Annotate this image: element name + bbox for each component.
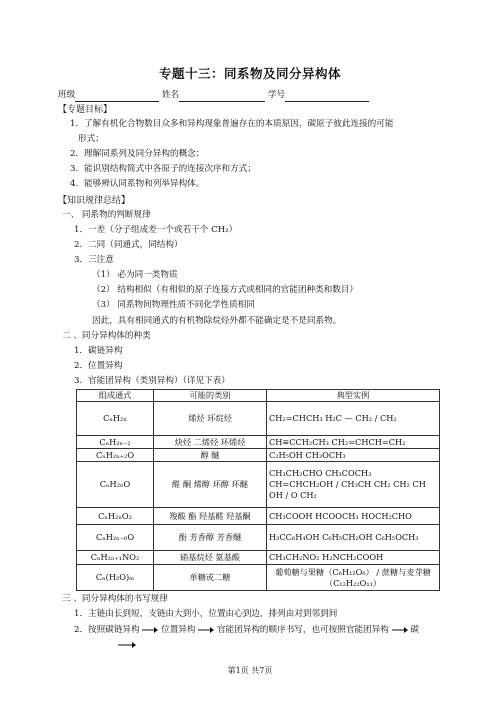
formula-cell: CₙH₂ₙ bbox=[77, 402, 154, 436]
table-row bbox=[77, 551, 440, 565]
example-cell: CH₃CH₂CHO CH₃COCH₃ CH=CHCH₂OH / CH₃CH CH₂ CH₂ CH OH / O CH₂ bbox=[267, 462, 440, 508]
name-label: 姓名 bbox=[161, 90, 180, 100]
example-cell: CH₃COOH HCOOCH₃ HOCH₂CHO bbox=[267, 508, 440, 525]
table-row bbox=[77, 462, 440, 508]
table-header: 典型实例 bbox=[267, 390, 440, 402]
part3-item-2b: 位置异构 bbox=[161, 625, 196, 635]
goal-item: 3．能识别结构简式中各原子的连接次序和方式； bbox=[70, 164, 256, 174]
classes-cell: 醛 酮 烯醇 环醇 环醚 bbox=[154, 462, 267, 508]
example-cell: CH₃CH₂NO₂ H₂NCH₂COOH bbox=[267, 551, 440, 565]
example-cell: 葡萄糖与果糖（C₆H₁₂O₆） / 蔗糖与麦芽糖（C₁₂H₂₂O₁₁） bbox=[267, 565, 440, 591]
page-footer: 第1页 共7页 bbox=[227, 666, 273, 675]
table-header: 组成通式 bbox=[77, 390, 154, 402]
goal-item: 2．理解同系列及同分异构的概念； bbox=[70, 149, 205, 159]
continuation-arrow bbox=[118, 640, 136, 652]
name-blank[interactable] bbox=[179, 92, 265, 102]
goal-item: 4．能够辨认同系物和列举异构体。 bbox=[70, 179, 205, 189]
part1-title: 一、 同系物的判断规律 bbox=[62, 210, 151, 220]
note-item: （3） 同系物间物理性质不同化学性质相同 bbox=[92, 300, 255, 310]
class-blank[interactable] bbox=[75, 92, 159, 102]
part2-item: 3．官能团异构（类别异构）（详见下表） bbox=[74, 376, 230, 386]
table-row bbox=[77, 525, 440, 551]
formula-cell: CₙH₂ₙ₊₁NO₂ bbox=[77, 551, 154, 565]
classes-cell: 羧酸 酯 羟基醛 羟基酮 bbox=[154, 508, 267, 525]
formula-cell: CₙH₂ₙO bbox=[77, 462, 154, 508]
classes-cell: 酚 芳香醇 芳香醚 bbox=[154, 525, 267, 551]
formula-cell: CₙH₂ₙ₋₆O bbox=[77, 525, 154, 551]
arrow-right-icon bbox=[142, 627, 158, 633]
example-cell: H₃CC₆H₄OH C₆H₅CH₂OH C₆H₅OCH₃ bbox=[267, 525, 440, 551]
part2-item: 2．位置异构 bbox=[74, 361, 123, 371]
summary-heading: 【知识规律总结】 bbox=[58, 196, 131, 206]
student-info-line bbox=[58, 90, 369, 102]
goals-heading: 【专题目标】 bbox=[58, 105, 113, 115]
conclusion-text: 因此，具有相同通式的有机物除烷烃外都不能确定是不是同系物。 bbox=[92, 316, 342, 326]
formula-cell: CₙH₂ₙ₋₂ bbox=[77, 436, 154, 449]
note-item: （2） 结构相似（有相似的原子连接方式或相同的官能团种类和数目） bbox=[92, 285, 359, 295]
page-title: 专题十三：同系物及同分异构体 bbox=[158, 66, 341, 81]
goal-item: 1．了解有机化合物数目众多和异构现象普遍存在的本质原因，碳原子彼此连接的可能 bbox=[70, 119, 394, 129]
classes-cell: 炔烃 二烯烃 环烯烃 bbox=[154, 436, 267, 449]
arrow-right-icon bbox=[118, 642, 136, 648]
goal-item: 形式； bbox=[78, 134, 104, 144]
part3-item: 1．主链由长到短，支链由大到小，位置由心到边，排列由对到邻到间 bbox=[74, 609, 338, 619]
formula-cell: CₙH₂ₙ₊₂O bbox=[77, 449, 154, 462]
part1-item: 1．一差（分子组成差一个或若干个 CH₂） bbox=[74, 225, 238, 235]
table-header: 可能的类别 bbox=[154, 390, 267, 402]
isomer-table bbox=[76, 389, 440, 591]
part3-item-2a: 2．按照碳链异构 bbox=[74, 625, 140, 635]
part3-item-2d: 碳 bbox=[410, 625, 419, 635]
table-header-row bbox=[77, 390, 440, 402]
classes-cell: 烯烃 环烷烃 bbox=[154, 402, 267, 436]
part2-title: 二 、同分异构体的种类 bbox=[62, 331, 151, 341]
table-row bbox=[77, 436, 440, 449]
example-cell: CH≡CCH₂CH₃ CH₂=CHCH=CH₂ bbox=[267, 436, 440, 449]
part3-item-2 bbox=[74, 625, 419, 637]
class-label: 班级 bbox=[58, 90, 76, 100]
classes-cell: 硝基烷烃 氨基酸 bbox=[154, 551, 267, 565]
arrow-right-icon bbox=[392, 627, 408, 633]
example-cell: CH₂=CHCH₃ H₂C — CH₂ / CH₂ bbox=[267, 402, 440, 436]
classes-cell: 单糖或二糖 bbox=[154, 565, 267, 591]
formula-cell: Cₙ(H₂O)ₘ bbox=[77, 565, 154, 591]
id-label: 学号 bbox=[267, 90, 286, 100]
table-row bbox=[77, 508, 440, 525]
example-cell: C₂H₅OH CH₃OCH₃ bbox=[267, 449, 440, 462]
table-row bbox=[77, 402, 440, 436]
part2-item: 1．碳链异构 bbox=[74, 346, 123, 356]
table-row bbox=[77, 449, 440, 462]
id-blank[interactable] bbox=[285, 92, 369, 102]
arrow-right-icon bbox=[198, 627, 214, 633]
table-row bbox=[77, 565, 440, 591]
formula-cell: CₙH₂ₙO₂ bbox=[77, 508, 154, 525]
part1-item: 3．三注意 bbox=[74, 255, 114, 265]
part3-item-2c: 官能团异构的顺序书写，也可按照官能团异构 bbox=[216, 625, 389, 635]
part1-item: 2．二同（同通式，同结构） bbox=[74, 240, 183, 250]
note-item: （1） 必为同一类物质 bbox=[92, 270, 178, 280]
part3-title: 三 、同分异构体的书写规律 bbox=[62, 594, 168, 604]
classes-cell: 醇 醚 bbox=[154, 449, 267, 462]
